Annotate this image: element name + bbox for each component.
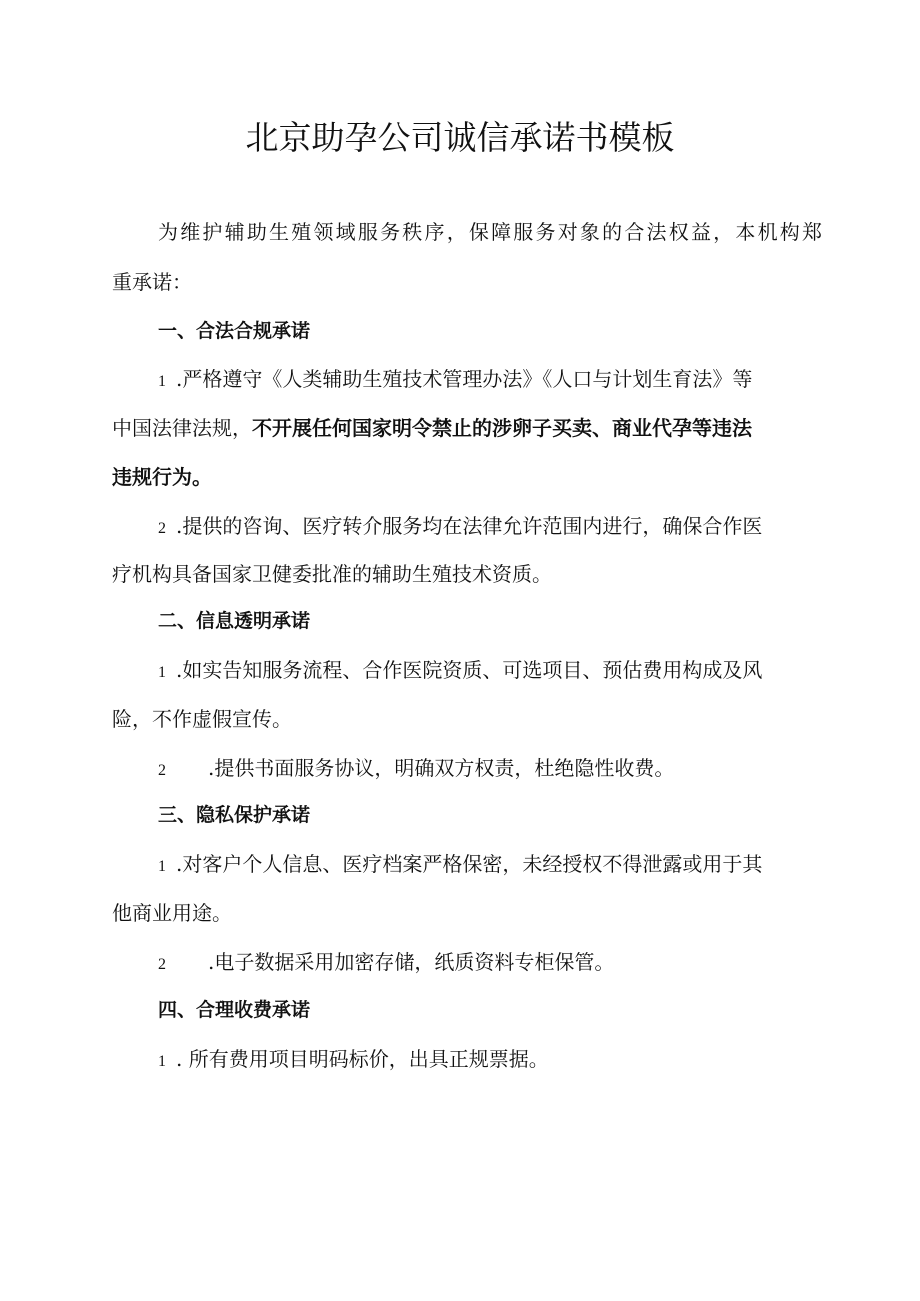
section-2-item-1-line-2: 险，不作虚假宣传。 [112,707,292,731]
item-number: 1 [158,664,166,681]
item-text: .严格遵守《人类辅助生殖技术管理办法》《人口与计划生育法》等 [176,367,753,391]
item-number: 2 [158,520,166,537]
section-3-item-2-line-1 [158,947,868,980]
section-4-item-1-line-1 [158,1044,868,1077]
intro-line-1: 为维护辅助生殖领域服务秩序，保障服务对象的合法权益，本机构郑 [158,220,822,244]
section-3-item-1-line-2: 他商业用途。 [112,901,232,925]
item-number: 1 [158,858,166,875]
section-heading-2: 二、信息透明承诺 [158,610,311,632]
item-number: 1 [158,373,166,390]
section-heading-1: 一、合法合规承诺 [158,320,311,342]
section-heading-4: 四、合理收费承诺 [158,999,311,1021]
section-1-item-2-line-1 [158,511,868,544]
section-2-item-1-line-1 [158,655,868,688]
item-number: 1 [158,1053,166,1070]
document-title: 北京助孕公司诚信承诺书模板 [245,118,675,157]
item-text-normal: 中国法律法规， [112,416,252,440]
item-text: .如实告知服务流程、合作医院资质、可选项目、预估费用构成及风 [176,658,763,682]
item-number: 2 [158,956,166,973]
item-text: .提供的咨询、医疗转介服务均在法律允许范围内进行，确保合作医 [176,514,763,538]
item-text-bold: 不开展任何国家明令禁止的涉卵子买卖、商业代孕等违法 [252,416,752,440]
item-text: . 所有费用项目明码标价，出具正规票据。 [176,1047,549,1071]
item-text: .电子数据采用加密存储，纸质资料专柜保管。 [208,950,615,974]
section-1-item-1-line-1 [158,364,868,397]
item-number: 2 [158,762,166,779]
intro-line-2: 重承诺： [112,270,192,294]
section-2-item-2-line-1 [158,753,868,786]
section-1-item-2-line-2: 疗机构具备国家卫健委批准的辅助生殖技术资质。 [112,562,552,586]
item-text: .对客户个人信息、医疗档案严格保密，未经授权不得泄露或用于其 [176,852,763,876]
item-text: .提供书面服务协议，明确双方权责，杜绝隐性收费。 [208,756,675,780]
section-1-item-1-line-2 [112,413,822,443]
section-heading-3: 三、隐私保护承诺 [158,804,311,826]
section-1-item-1-line-3: 违规行为。 [112,465,212,489]
section-3-item-1-line-1 [158,849,868,882]
